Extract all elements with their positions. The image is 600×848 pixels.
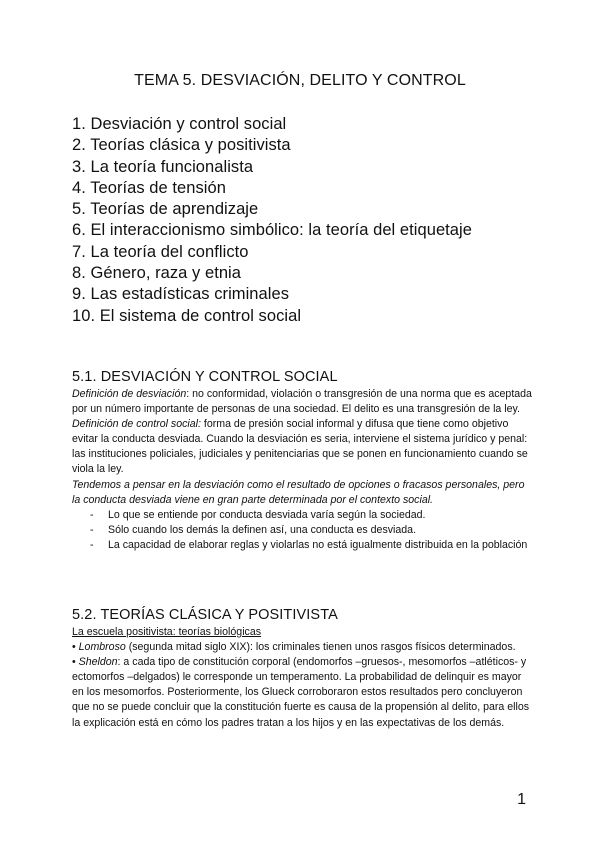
toc-item: 7. La teoría del conflicto xyxy=(72,242,249,261)
section-heading: 5.1. DESVIACIÓN Y CONTROL SOCIAL xyxy=(72,369,338,385)
italic-note: Tendemos a pensar en la desviación como el resultado de opciones o fracasos personales, pero la conducta desviada viene en gran parte determinada por el contexto social. xyxy=(72,478,525,506)
section-heading: 5.2. TEORÍAS CLÁSICA Y POSITIVISTA xyxy=(72,607,338,623)
definition-text: : no conformidad, violación o transgresión de una norma que es aceptada por un número importante de personas de una sociedad. El delito es una transgresión de la ley. xyxy=(72,388,532,416)
bullet-glyph: • xyxy=(72,656,79,669)
toc-item: 5. Teorías de aprendizaje xyxy=(72,200,259,219)
list-item: - Lo que se entiende por conducta desviada varía según la sociedad. xyxy=(72,508,532,523)
toc-item: 1. Desviación y control social xyxy=(72,115,287,133)
subheading: La escuela positivista: teorías biológicas xyxy=(72,626,262,638)
table-of-contents xyxy=(72,114,472,327)
lombroso-paragraph xyxy=(72,640,532,655)
toc-item: 3. La teoría funcionalista xyxy=(72,157,254,176)
definition-desviacion xyxy=(72,387,532,417)
paragraph-text: : a cada tipo de constitución corporal (endomorfos –gruesos-, mesomorfos –atléticos- y ectomorfos –delgados) le corresponde un temperamento. La probabilidad de delinquir es mayor en los mesomorfos. Posteriormente, los Glueck corroboraron estos resultados pero concluyeron que no se puede concluir que la constitución fuerte es causa de la propensión al delito, para ellos la explicación está en cómo los padres tratan a los hijos y en las expectativas de los demás. xyxy=(72,656,530,729)
list-item: - Sólo cuando los demás la definen así, una conducta es desviada. xyxy=(72,523,532,538)
section-desviacion xyxy=(72,368,532,553)
definition-control-social xyxy=(72,417,532,477)
definition-term: Definición de desviación xyxy=(72,388,187,400)
section-teorias xyxy=(72,606,532,731)
toc-item: 4. Teorías de tensión xyxy=(72,178,226,197)
author-name: Lombroso xyxy=(78,641,126,654)
page-number: 1 xyxy=(517,791,526,808)
paragraph-text: (segunda mitad siglo XIX): los criminales tienen unos rasgos físicos determinados. xyxy=(125,641,516,654)
toc-item: 9. Las estadísticas criminales xyxy=(72,285,290,304)
dash-list xyxy=(72,508,532,553)
sheldon-paragraph xyxy=(72,655,532,730)
toc-item: 10. El sistema de control social xyxy=(72,306,302,325)
author-name: Sheldon xyxy=(78,656,118,669)
toc-item: 8. Género, raza y etnia xyxy=(72,264,241,283)
definition-text: forma de presión social informal y difusa que tiene como objetivo evitar la conducta desviada. Cuando la desviación es seria, interviene el sistema jurídico y penal: las instituciones policiales, judiciales y penitenciarias que se ponen en funcionamiento cuando se viola la ley. xyxy=(72,418,528,476)
bullet-glyph: • xyxy=(72,641,79,654)
definition-term: Definición de control social: xyxy=(72,418,201,431)
list-item: - La capacidad de elaborar reglas y violarlas no está igualmente distribuida en la población xyxy=(72,538,532,553)
document-title: TEMA 5. DESVIACIÓN, DELITO Y CONTROL xyxy=(134,72,466,89)
toc-item: 2. Teorías clásica y positivista xyxy=(72,136,291,155)
toc-item: 6. El interaccionismo simbólico: la teoría del etiquetaje xyxy=(72,221,472,240)
